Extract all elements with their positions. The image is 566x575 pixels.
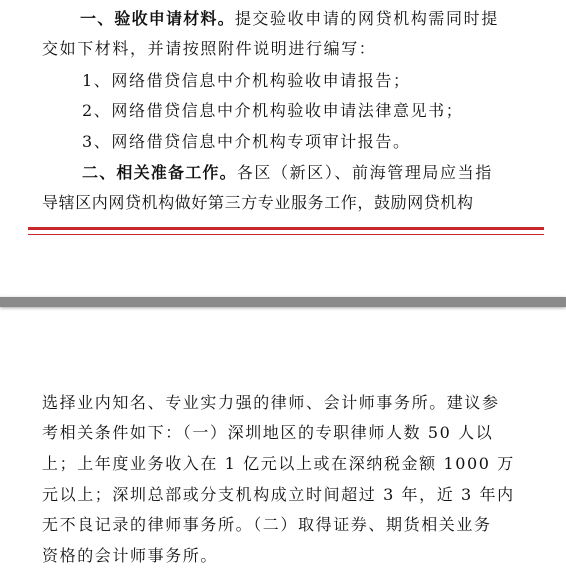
page2-line-6: 资格的会计师事务所。 (42, 546, 219, 565)
paragraph-1-line-2: 交如下材料，并请按照附件说明进行编写： (42, 39, 377, 58)
list-item-3: 3、网络借贷信息中介机构专项审计报告。 (82, 132, 411, 151)
paragraph-1-line-1 (80, 8, 499, 30)
red-rule-thick (28, 227, 544, 230)
paragraph-2-line-2: 导辖区内网贷机构做好第三方专业服务工作，鼓励网贷机构 (42, 193, 474, 212)
page2-line-4: 元以上；深圳总部或分支机构成立时间超过 3 年，近 3 年内 (42, 485, 515, 504)
page2-line-1: 选择业内知名、专业实力强的律师、会计师事务所。建议参 (42, 393, 500, 412)
list-item-2: 2、网络借贷信息中介机构验收申请法律意见书； (82, 101, 464, 120)
section-heading-1: 一、验收申请材料。 (80, 9, 235, 28)
page-separator (0, 297, 566, 307)
paragraph-2-text: 各区（新区）、前海管理局应当指 (236, 163, 493, 182)
red-rule-thin (28, 234, 544, 235)
paragraph-2-line-1 (82, 162, 493, 184)
paragraph-1-text: 提交验收申请的网贷机构需同时提 (234, 9, 499, 28)
page2-line-3: 上；上年度业务收入在 1 亿元以上或在深纳税金额 1000 万 (42, 454, 515, 473)
page2-line-5: 无不良记录的律师事务所。（二）取得证券、期货相关业务 (42, 515, 492, 534)
section-heading-2: 二、相关准备工作。 (82, 163, 237, 182)
list-item-1: 1、网络借贷信息中介机构验收申请报告； (82, 71, 411, 90)
page2-line-2: 考相关条件如下：（一）深圳地区的专职律师人数 50 人以 (42, 423, 494, 442)
